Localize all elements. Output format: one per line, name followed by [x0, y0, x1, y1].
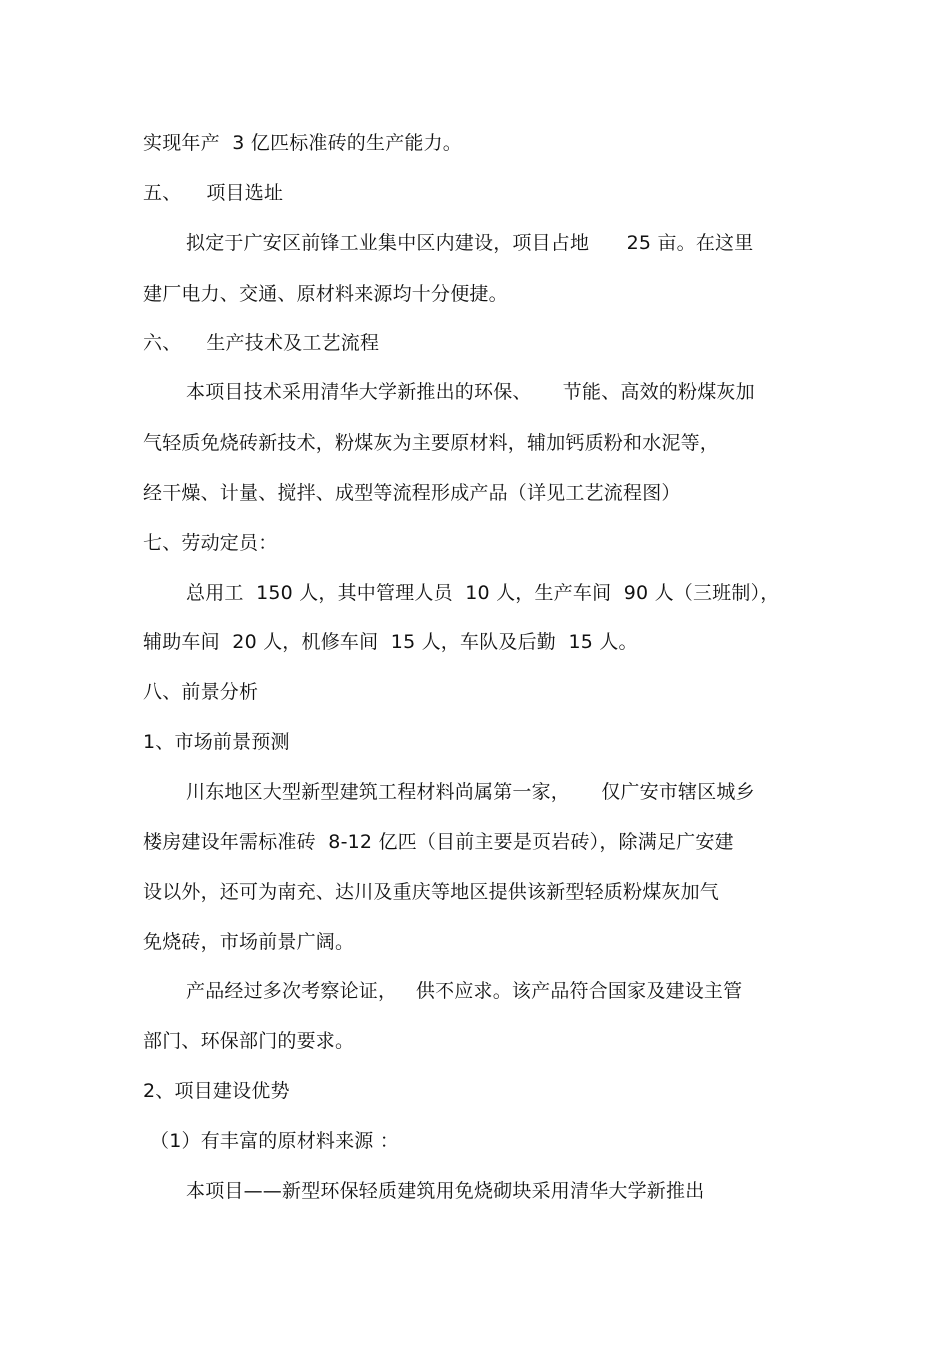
text-line: 楼房建设年需标准砖 8-12 亿匹（目前主要是页岩砖），除满足广安建 — [143, 831, 734, 853]
text-line: 实现年产 3 亿匹标准砖的生产能力。 — [143, 132, 463, 154]
text-line: 经干燥、计量、搅拌、成型等流程形成产品（详见工艺流程图） — [143, 482, 681, 504]
text-line: 气轻质免烧砖新技术，粉煤灰为主要原材料，辅加钙质粉和水泥等， — [143, 432, 720, 454]
section-heading-site: 五、 项目选址 — [143, 182, 284, 204]
subsection-heading-advantages: 2、项目建设优势 — [143, 1080, 290, 1102]
text-line: 总用工 150 人，其中管理人员 10 人，生产车间 90 人（三班制）， — [186, 582, 780, 604]
text-line: 拟定于广安区前锋工业集中区内建设，项目占地 25 亩。在这里 — [186, 232, 754, 254]
text-line: 部门、环保部门的要求。 — [143, 1030, 355, 1052]
text-line: 产品经过多次考察论证， 供不应求。该产品符合国家及建设主管 — [186, 980, 743, 1002]
section-heading-outlook: 八、前景分析 — [143, 681, 259, 703]
text-line: 本项目技术采用清华大学新推出的环保、 节能、高效的粉煤灰加 — [186, 381, 755, 403]
subsection-heading-market: 1、市场前景预测 — [143, 731, 290, 753]
text-line: 免烧砖，市场前景广阔。 — [143, 931, 355, 953]
text-line: 本项目——新型环保轻质建筑用免烧砌块采用清华大学新推出 — [186, 1180, 705, 1202]
text-line: 设以外，还可为南充、达川及重庆等地区提供该新型轻质粉煤灰加气 — [143, 881, 720, 903]
text-line: 川东地区大型新型建筑工程材料尚属第一家， 仅广安市辖区城乡 — [186, 781, 755, 803]
section-heading-technology: 六、 生产技术及工艺流程 — [143, 332, 380, 354]
text-line: 辅助车间 20 人，机修车间 15 人，车队及后勤 15 人。 — [143, 631, 638, 653]
list-item-heading: （1）有丰富的原材料来源 ： — [150, 1130, 399, 1152]
text-line: 建厂电力、交通、原材料来源均十分便捷。 — [143, 283, 508, 305]
section-heading-staffing: 七、劳动定员： — [143, 532, 278, 554]
